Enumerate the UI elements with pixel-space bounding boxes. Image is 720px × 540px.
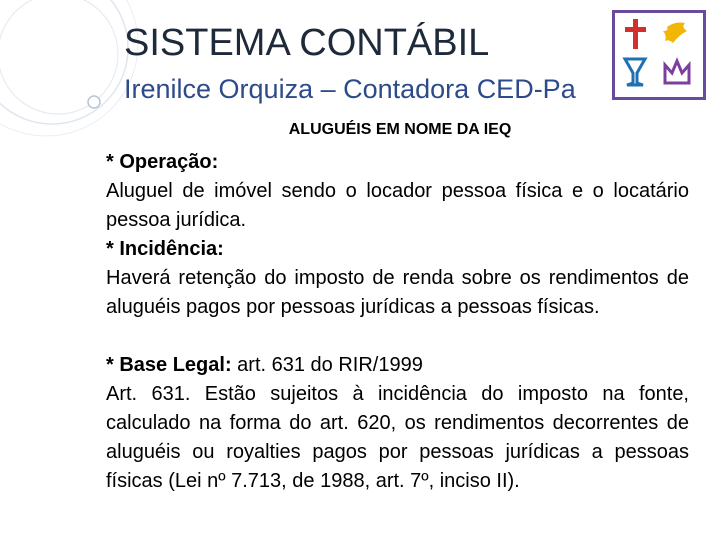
section-title: ALUGUÉIS EM NOME DA IEQ [288,121,512,138]
page-title: SISTEMA CONTÁBIL [124,22,490,64]
operacao-text: Aluguel de imóvel sendo o locador pessoa física e o locatário pessoa jurídica. [106,180,689,231]
content-body [106,148,689,496]
incidencia-text: Haverá retenção do imposto de renda sobre os rendimentos de aluguéis pagos por pessoas jurídicas a pessoas físicas. [106,267,689,318]
cross-icon [625,19,646,49]
church-logo [612,10,706,100]
base-legal-label: * Base Legal: [106,354,232,376]
cup-icon [625,59,645,85]
base-legal-value: art. 631 do RIR/1999 [231,354,423,376]
artigo-text: Art. 631. Estão sujeitos à incidência do imposto na fonte, calculado na forma do art. 620, os rendimentos decorrentes de aluguéis ou royalties pagos por pessoas jurídicas a pessoas físicas (Lei nº 7.713, de 1988, art. 7º, inciso II). [106,383,689,492]
dove-icon [663,23,687,44]
page-subtitle: Irenilce Orquiza – Contadora CED-Pa [124,74,576,104]
incidencia-label: * Incidência: [106,238,224,260]
operacao-label: * Operação: [106,151,219,173]
crown-icon [665,61,689,83]
